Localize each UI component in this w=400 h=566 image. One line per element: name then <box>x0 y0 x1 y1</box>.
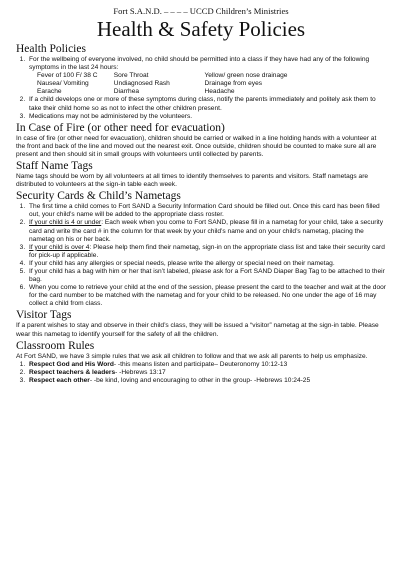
rule-1-title: Respect God and His Word <box>29 360 114 368</box>
rule-1-text: - -this means listen and participate– Deuteronomy 10:12-13 <box>113 360 288 368</box>
security-item-3 <box>27 244 386 260</box>
health-item-1 <box>27 56 386 96</box>
classroom-rules-list <box>16 361 386 385</box>
rule-2-text: - -Hebrews 13:17 <box>115 368 166 376</box>
health-item-3: 3. Medications may not be administered by the volunteers. <box>27 113 386 121</box>
organization-line: Fort S.A.N.D. – – – – UCCD Children’s Ministries <box>113 6 289 16</box>
health-policies-list <box>16 56 386 121</box>
security-item-3-text: : Please help them find their nametag, sign-in on the appropriate class list and take their security card for pick-up if applicable. <box>29 243 385 259</box>
staff-tags-text: Name tags should be worn by all volunteers at all times to identify themselves to parents and visitors. Staff nametags are distributed to volunteers at the sign-in table each week. <box>16 173 369 189</box>
security-item-5: 5. If your child has a bag with him or her that isn’t labeled, please ask for a Fort SAND Diaper Bag Tag to be attached to their bag. <box>27 268 386 284</box>
page-title: Health & Safety Policies <box>96 17 306 41</box>
symptom-item: Nausea/ Vomiting <box>37 80 89 88</box>
symptom-item: Diarrhea <box>113 88 140 96</box>
fire-text: In case of fire (or other need for evacuation), children should be carried or walked in a line holding hands with a volunteer at the front and back of the line and moved out the nearest exit. Once outside, children should be counted to make sure all are present and then should sit in small groups with volunteers until collected by parents. <box>16 134 377 158</box>
security-item-1: 1. The first time a child comes to Fort SAND a Security Information Card should be filled out. Once this card has been filled out, your child’s name will be added to the appropriate class roster. <box>27 203 386 219</box>
security-item-6: 6. When you come to retrieve your child at the end of the session, please present the card to the teacher and wait at the door for the card number to be matched with the nametag and for your child to be released. No one under the age of 16 may collect a child from class. <box>27 284 386 308</box>
rule-item-1 <box>27 361 386 369</box>
classroom-rules-heading: Classroom Rules <box>16 339 95 352</box>
security-heading: Security Cards & Child’s Nametags <box>16 190 181 203</box>
security-list <box>16 203 386 308</box>
security-item-2-text: : Each week when you come to Fort SAND, please fill in a nametag for your child, take a security card and write the card # in the column for that week by your child’s name and on your child’s nametag, placing the nametag on his or her back. <box>29 219 384 243</box>
classroom-rules-intro: At Fort SAND, we have 3 simple rules that we ask all children to follow and that we ask all parents to help us emphasize. <box>16 352 368 360</box>
health-item-2: 2. If a child develops one or more of these symptoms during class, notify the parents immediately and politely ask them to take their child home so as not to infect the other children present. <box>27 96 386 112</box>
visitor-tags-heading: Visitor Tags <box>16 309 72 322</box>
health-item-1-text: For the wellbeing of everyone involved, no child should be permitted into a class if they have had any of the following symptoms in the last 24 hours: <box>29 56 370 72</box>
symptom-item: Undiagnosed Rash <box>113 80 170 88</box>
symptom-list <box>37 72 386 96</box>
symptom-item: Fever of 100 F/ 38 C <box>37 72 98 80</box>
symptom-item: Yellow/ green nose drainage <box>204 72 288 80</box>
symptom-item: Headache <box>204 88 235 96</box>
security-item-4: 4. If your child has any allergies or special needs, please write the allergy or special need on their nametag. <box>27 260 386 268</box>
visitor-tags-text: If a parent wishes to stay and observe in their child’s class, they will be issued a “visitor” nametag at the sign-in table. Please wear this nametag to identify yourself for the safety of all the children. <box>16 322 379 338</box>
fire-heading: In Case of Fire (or other need for evacuation) <box>16 121 225 134</box>
symptom-item: Drainage from eyes <box>204 80 263 88</box>
staff-tags-heading: Staff Name Tags <box>16 160 93 173</box>
rule-2-title: Respect teachers & leaders <box>29 368 116 376</box>
symptom-item: Earache <box>37 88 62 96</box>
rule-3-text: - -be kind, loving and encouraging to other in the group- -Hebrews 10:24-25 <box>89 376 311 384</box>
rule-item-2 <box>27 369 386 377</box>
security-item-3-condition: If your child is over 4 <box>29 243 90 251</box>
security-item-2-condition: If your child is 4 or under <box>29 219 102 227</box>
symptom-item: Sore Throat <box>113 72 149 80</box>
security-item-2 <box>27 219 386 243</box>
rule-3-title: Respect each other <box>29 376 90 384</box>
health-policies-heading: Health Policies <box>16 43 86 55</box>
rule-item-3 <box>27 377 386 385</box>
